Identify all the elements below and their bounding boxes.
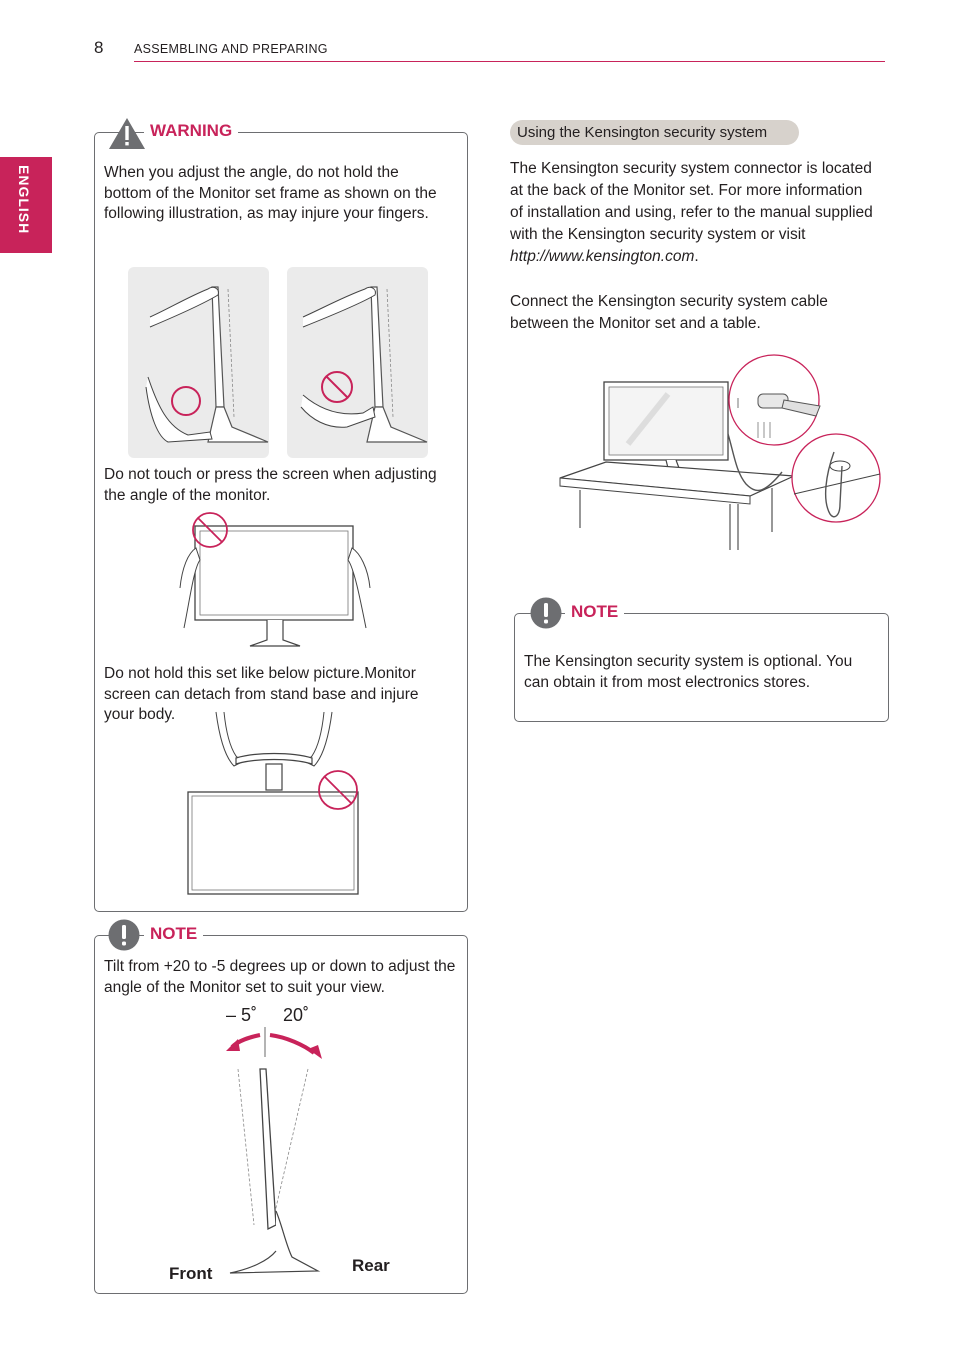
header-rule xyxy=(134,61,885,62)
page-number: 8 xyxy=(94,38,104,57)
monitor-side-illustration-ok xyxy=(128,267,269,458)
note-tilt-title: NOTE xyxy=(144,924,203,944)
tilt-rear-label: Rear xyxy=(352,1256,390,1275)
note-kensington-title: NOTE xyxy=(565,602,624,622)
warning-text-1: When you adjust the angle, do not hold the bottom of the Monitor set frame as shown on the following illustration, as may injure your fingers. xyxy=(104,164,437,222)
kensington-lock-illustration xyxy=(558,354,882,554)
tilt-diagram xyxy=(220,1025,350,1285)
note-kensington-exclamation-icon xyxy=(530,597,562,629)
note-exclamation-icon xyxy=(108,919,140,951)
tilt-angle-minus-label: – 5˚ xyxy=(226,1005,258,1025)
kensington-text-1-start: The Kensington security system connector is located at the back of the Monitor set. For more information of installation and using, refer to the manual supplied with the Kensington security system or visit xyxy=(510,160,873,243)
warning-title: WARNING xyxy=(144,121,238,141)
tilt-angle-plus-label: 20˚ xyxy=(283,1005,310,1025)
note-tilt-text: Tilt from +20 to -5 degrees up or down to adjust the angle of the Monitor set to suit your view. xyxy=(104,958,456,996)
kensington-link[interactable]: http://www.kensington.com xyxy=(510,248,695,265)
section-title: ASSEMBLING AND PREPARING xyxy=(134,42,328,56)
monitor-lift-by-stand-illustration xyxy=(186,712,362,897)
tilt-front-label: Front xyxy=(169,1264,213,1283)
note-kensington-text: The Kensington security system is optional. You can obtain it from most electronics stores. xyxy=(524,653,853,691)
kensington-text-1-end: . xyxy=(694,248,699,265)
monitor-front-press-illustration xyxy=(170,508,380,658)
warning-text-3: Do not hold this set like below picture.Monitor screen can detach from stand base and injure your body. xyxy=(104,665,419,723)
kensington-text-1 xyxy=(510,158,875,268)
kensington-text-2: Connect the Kensington security system cable between the Monitor set and a table. xyxy=(510,293,828,332)
warning-text-2: Do not touch or press the screen when adjusting the angle of the monitor. xyxy=(104,466,437,504)
kensington-heading: Using the Kensington security system xyxy=(510,120,799,145)
language-tab-label: ENGLISH xyxy=(16,165,32,235)
monitor-side-illustration-wrong xyxy=(287,267,428,458)
warning-triangle-icon xyxy=(108,117,146,150)
